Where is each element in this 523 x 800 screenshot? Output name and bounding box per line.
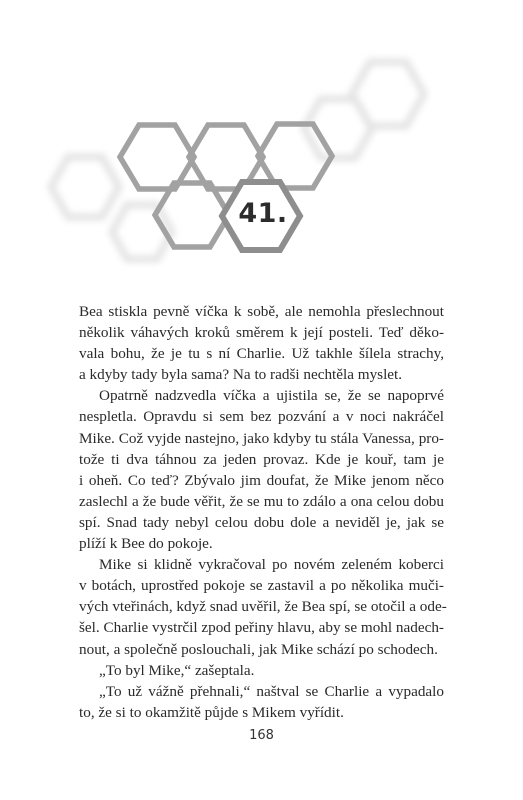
faded-hexagon	[51, 157, 119, 217]
text-line: a kdyby tady byla sama? Na to radši nechtěla myslet.	[79, 366, 403, 384]
text-line: Mike. Což vyjde nastejno, jako kdyby tu stála Vanessa, pro-	[79, 429, 444, 447]
text-line: tože ti dva táhnou za jeden provaz. Kde je kouř, tam je	[79, 450, 444, 468]
text-line: vých vteřinách, když snad uvěřil, že Bea spí, se otočil a ode-	[79, 598, 447, 616]
paragraph	[79, 301, 444, 385]
text-line: Opatrně nadzvedla víčka a ujistila se, že se napoprvé	[99, 387, 444, 405]
body-text	[79, 301, 447, 723]
text-line: nout, a společně poslouchali, jak Mike schází po schodech.	[79, 640, 438, 658]
text-line: Bea stiskla pevně víčka k sobě, ale nemohla přeslechnout	[79, 303, 444, 320]
paragraph	[79, 681, 444, 723]
faded-hexagon	[352, 62, 424, 126]
text-line: nespletla. Opravdu si sem bez pozvání a v noci nakráčel	[79, 408, 444, 426]
page-number: 168	[249, 728, 274, 743]
text-line: i oheň. Co teď? Zbývalo jim doufat, že Mike jenom něco	[79, 471, 444, 489]
text-line: spí. Snad tady nebyl celou dobu dole a neviděl je, jak se	[79, 513, 444, 531]
paragraph	[79, 554, 447, 659]
text-line: několik váhavých kroků směrem k její posteli. Teď děko-	[79, 324, 444, 342]
text-line: vala bohu, že je tu s ní Charlie. Už takhle šílela strachy,	[79, 345, 444, 363]
hexagon	[120, 125, 194, 189]
paragraph	[79, 660, 444, 681]
text-line: Mike si klidně vykračoval po novém zeleném koberci	[99, 556, 444, 574]
chapter-number: 41.	[238, 198, 288, 229]
text-line: to, že si to okamžitě půjde s Mikem vyřídit.	[79, 703, 344, 721]
text-line: šel. Charlie vystrčil zpod peřiny hlavu, aby se mohl nadech-	[79, 619, 444, 637]
text-line: v botách, uprostřed pokoje se zastavil a po několika muči-	[79, 577, 444, 595]
paragraph	[79, 385, 444, 554]
text-line: „To byl Mike,“ zašeptala.	[99, 661, 255, 679]
hexagon-decoration	[0, 0, 523, 290]
text-line: „To už vážně přehnali,“ naštval se Charlie a vypadalo	[99, 682, 444, 700]
text-line: zaslechl a že bude věřit, že se mu to zdálo a ona celou dobu	[79, 492, 444, 510]
text-line: plíží k Bee do pokoje.	[79, 535, 213, 553]
